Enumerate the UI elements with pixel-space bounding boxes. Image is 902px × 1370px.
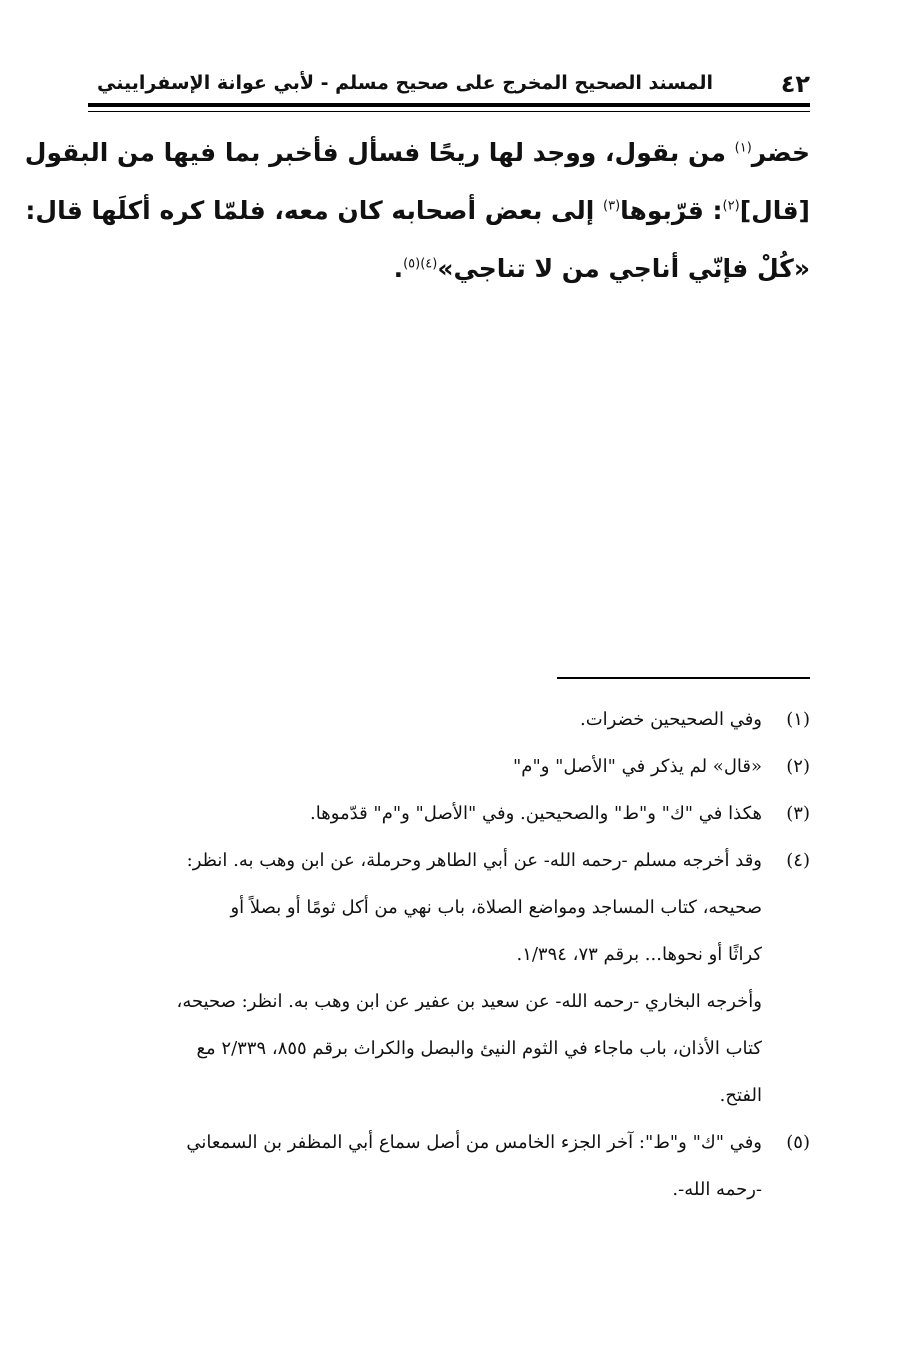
footnote-4: [90, 837, 810, 1119]
footnote-number: (٥): [786, 1132, 810, 1153]
footnote-1: [90, 696, 810, 743]
hadith-quote: «كُلْ فإنّي أناجي من لا تناجي»: [437, 254, 810, 283]
main-text-segment: خضر: [751, 138, 810, 167]
footnote-number: (٣): [786, 803, 810, 824]
main-text-segment: .: [393, 254, 404, 283]
footnote-3: [90, 790, 810, 837]
main-text-segment: إلى بعض أصحابه كان معه، فلمّا كره أكلَها قال:: [25, 196, 603, 225]
footnote-text: «قال» لم يذكر في "الأصل" و"م": [513, 756, 762, 777]
footnote-text: صحيحه، كتاب المساجد ومواضع الصلاة، باب نهي من أكل ثومًا أو بصلاً أو: [230, 897, 762, 918]
main-line-2: [25, 182, 810, 240]
footnote-number: (١): [786, 709, 810, 730]
footnote-text: كراثًا أو نحوها... برقم ٧٣، ١/٣٩٤.: [516, 944, 762, 965]
footnote-number: (٢): [786, 756, 810, 777]
running-title: المسند الصحيح المخرج على صحيح مسلم - لأبي عوانة الإسفراييني: [97, 72, 713, 94]
footnote-text: وأخرجه البخاري -رحمه الله- عن سعيد بن عفير عن ابن وهب به. انظر: صحيحه،: [176, 991, 762, 1012]
main-text: [24, 124, 810, 298]
header-rule-thin: [88, 111, 810, 112]
footnote-ref-4-5[interactable]: (٤)(٥): [403, 256, 438, 272]
footnote-text: وفي "ك" و"ط": آخر الجزء الخامس من أصل سماع أبي المظفر بن السمعاني: [186, 1132, 762, 1153]
footnote-text: -رحمه الله-.: [672, 1179, 762, 1200]
footnote-text: هكذا في "ك" و"ط" والصحيحين. وفي "الأصل" و"م" قدّموها.: [310, 803, 762, 824]
footnote-separator: [557, 677, 810, 679]
footnotes: [90, 696, 810, 1213]
page-number: ٤٢: [780, 70, 810, 98]
footnote-text: كتاب الأذان، باب ماجاء في الثوم النيئ والبصل والكراث برقم ٨٥٥، ٢/٣٣٩ مع: [196, 1038, 762, 1059]
footnote-ref-3[interactable]: (٣): [603, 198, 621, 214]
footnote-2: [90, 743, 810, 790]
main-text-segment: من بقول، ووجد لها ريحًا فسأل فأخبر بما فيها من البقول: [24, 138, 735, 167]
footnote-text: وفي الصحيحين خضرات.: [580, 709, 762, 730]
footnote-ref-1[interactable]: (١): [734, 140, 752, 156]
footnote-number: (٤): [786, 850, 810, 871]
main-text-segment: : قرّبوها: [620, 196, 723, 225]
footnote-text: الفتح.: [719, 1085, 762, 1106]
main-line-3: [85, 240, 810, 298]
footnote-5: [90, 1119, 810, 1213]
header-rule-thick: [88, 103, 810, 107]
page-header: [88, 62, 810, 102]
main-text-segment: [قال]: [739, 196, 810, 225]
main-line-1: [24, 124, 810, 182]
footnote-ref-2[interactable]: (٢): [722, 198, 740, 214]
footnote-text: وقد أخرجه مسلم -رحمه الله- عن أبي الطاهر وحرملة، عن ابن وهب به. انظر:: [186, 850, 762, 871]
